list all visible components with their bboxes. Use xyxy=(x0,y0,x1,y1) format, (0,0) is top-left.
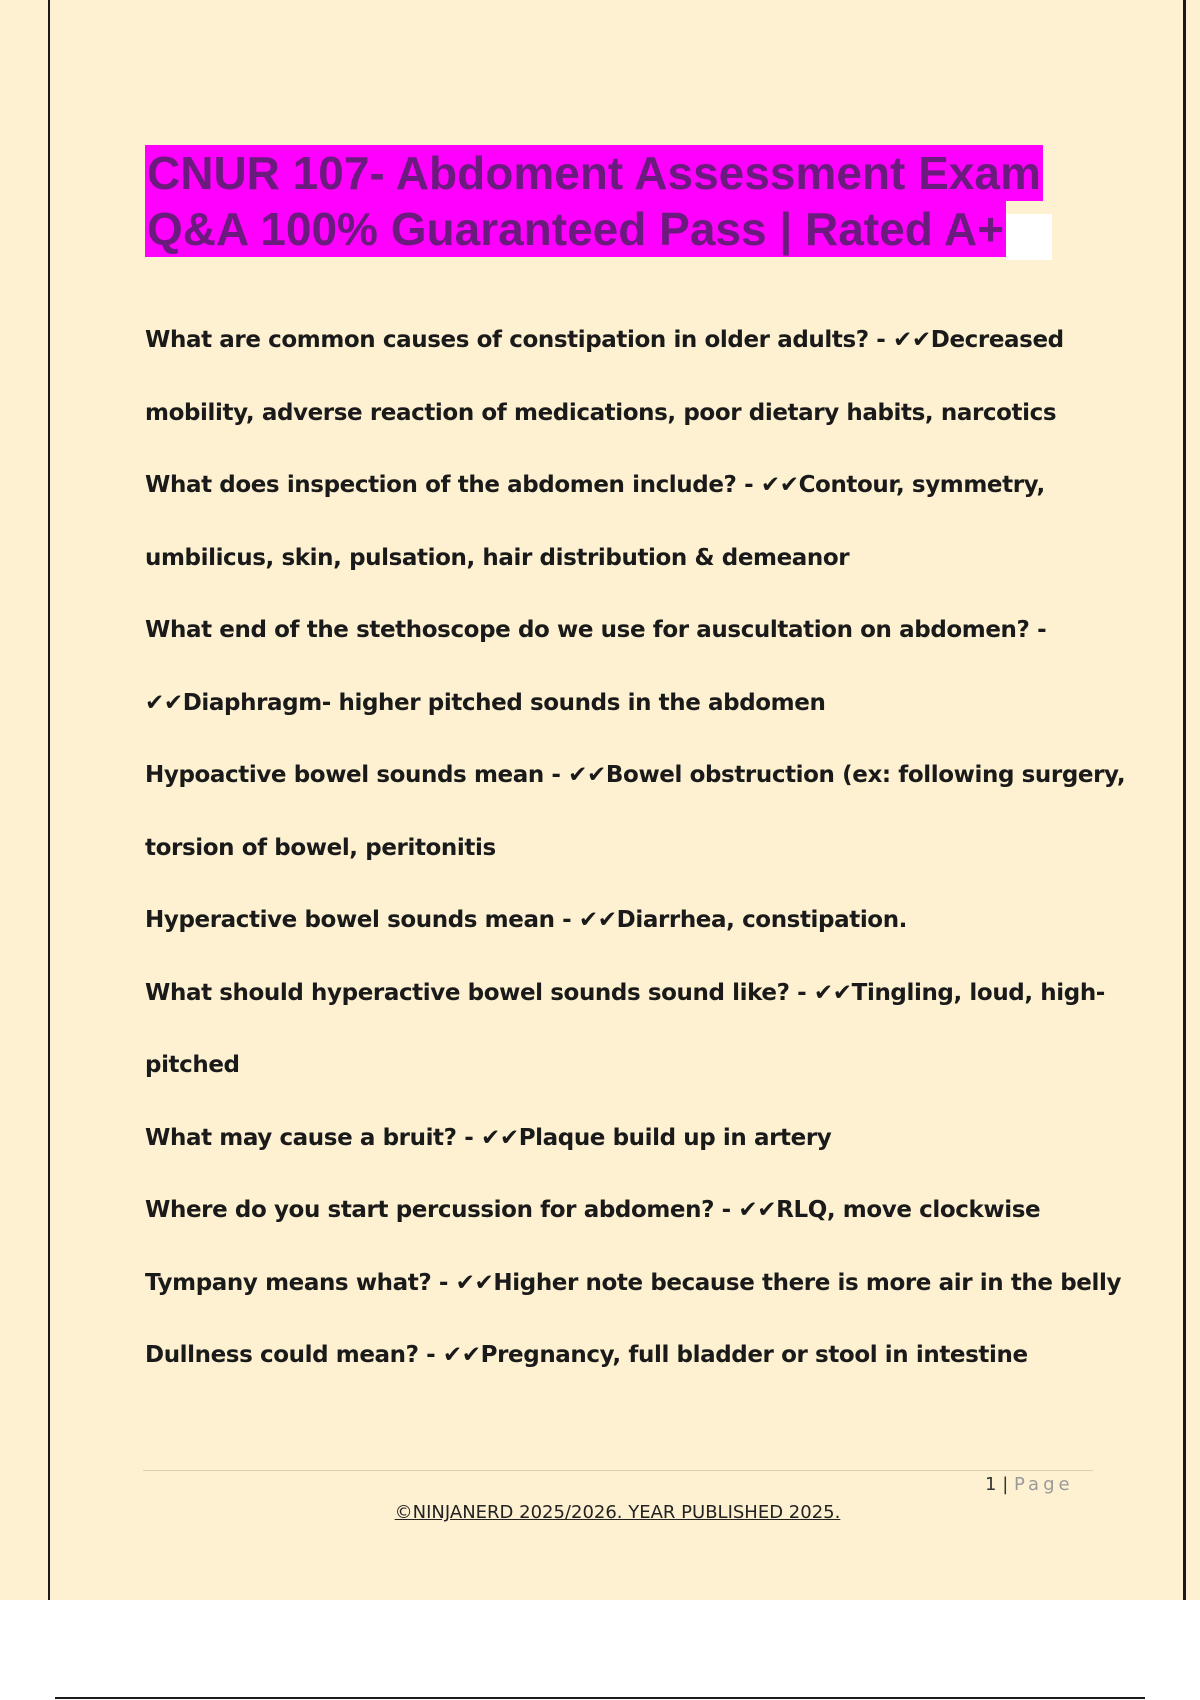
qa-line: mobility, adverse reaction of medications, poor dietary habits, narcotics xyxy=(145,399,1057,426)
title-line-1: CNUR 107- Abdoment Assessment Exam xyxy=(147,147,1041,199)
document-title xyxy=(145,145,1095,264)
qa-line: torsion of bowel, peritonitis xyxy=(145,834,496,861)
qa-line: What does inspection of the abdomen include? - ✔✔Contour, symmetry, xyxy=(145,472,1045,498)
qa-line: Hyperactive bowel sounds mean - ✔✔Diarrhea, constipation. xyxy=(145,907,908,933)
qa-line: Hypoactive bowel sounds mean - ✔✔Bowel obstruction (ex: following surgery, xyxy=(145,762,1126,788)
qa-line: Dullness could mean? - ✔✔Pregnancy, full bladder or stool in intestine xyxy=(145,1342,1028,1368)
page-border-left xyxy=(48,0,50,1600)
qa-line: Tympany means what? - ✔✔Higher note because there is more air in the belly xyxy=(145,1269,1122,1296)
title-white-box xyxy=(1006,214,1052,260)
qa-line: What end of the stethoscope do we use for auscultation on abdomen? - xyxy=(145,617,1047,643)
page-number xyxy=(985,1474,1074,1495)
qa-line: What should hyperactive bowel sounds sound like? - ✔✔Tingling, loud, high- xyxy=(145,979,1105,1006)
page-border-right xyxy=(1183,0,1186,1600)
qa-line: What are common causes of constipation in older adults? - ✔✔Decreased xyxy=(145,327,1064,353)
title-line-2: Q&A 100% Guaranteed Pass | Rated A+ xyxy=(147,203,1004,255)
page-number-value: 1 xyxy=(985,1474,997,1495)
qa-line: Where do you start percussion for abdomen? - ✔✔RLQ, move clockwise xyxy=(145,1197,1041,1223)
qa-line: umbilicus, skin, pulsation, hair distribution & demeanor xyxy=(145,544,850,571)
copyright-notice: ©NINJANERD 2025/2026. YEAR PUBLISHED 2025. xyxy=(394,1502,841,1523)
qa-line: pitched xyxy=(145,1052,240,1078)
qa-line: ✔✔Diaphragm- higher pitched sounds in the abdomen xyxy=(145,689,826,716)
qa-line: What may cause a bruit? - ✔✔Plaque build up in artery xyxy=(145,1124,832,1151)
qa-list xyxy=(145,322,1126,1410)
bottom-divider xyxy=(55,1697,1145,1699)
page-number-separator: | xyxy=(1002,1474,1009,1495)
footer-divider xyxy=(143,1470,1093,1471)
page-word: Page xyxy=(1014,1474,1074,1495)
